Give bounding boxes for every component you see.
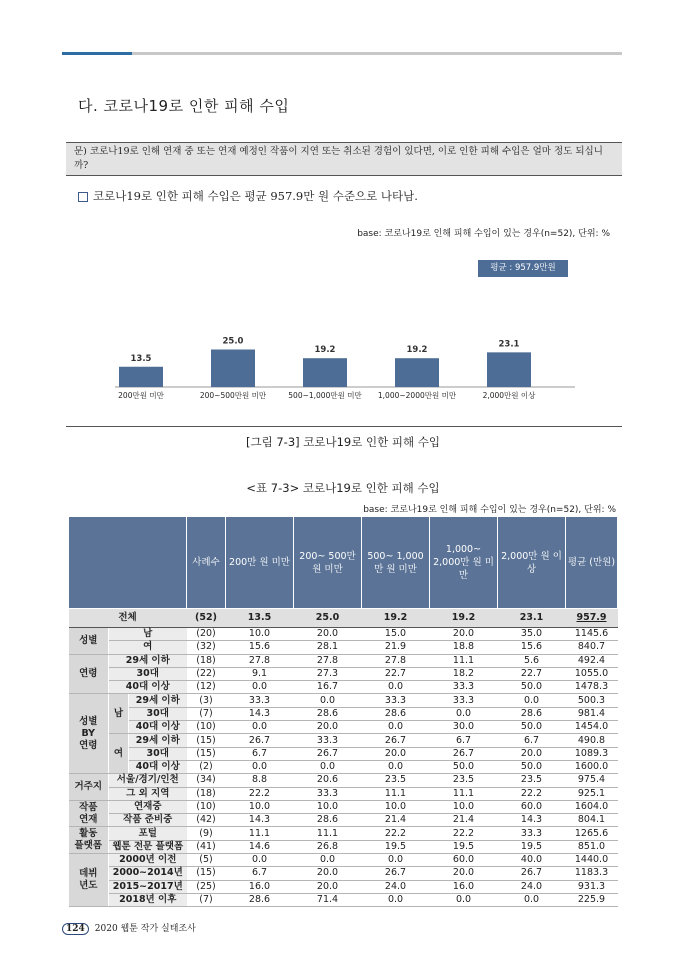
cell: 71.4	[294, 893, 362, 906]
cell: 16.0	[430, 880, 498, 893]
footer-title: 2020 웹툰 작가 실태조사	[94, 924, 196, 934]
cell: 0.0	[362, 760, 430, 773]
header-col-2: 200~ 500만 원 미만	[294, 517, 362, 609]
row-n: (22)	[187, 667, 226, 680]
group-label-part: 데뷔	[79, 868, 98, 880]
table-row	[69, 774, 618, 787]
table-row-total	[69, 609, 618, 628]
figure-caption: [그림 7-3] 코로나19로 인한 피해 수입	[246, 435, 440, 449]
cell: 14.3	[226, 707, 294, 720]
header-n: 사례수	[187, 517, 226, 609]
row-label: 30대	[129, 707, 187, 720]
cell: 22.2	[498, 787, 566, 800]
group-label-part: 성별	[79, 715, 98, 727]
cell: 19.2	[362, 609, 430, 628]
bar-2	[303, 358, 347, 387]
cell: 0.0	[294, 854, 362, 867]
cell: 22.2	[430, 827, 498, 840]
cell: 1440.0	[566, 854, 618, 867]
cell: 975.4	[566, 774, 618, 787]
cell: 30.0	[430, 721, 498, 734]
cell: 0.0	[294, 694, 362, 707]
row-n: (41)	[187, 840, 226, 853]
cell: 28.6	[362, 707, 430, 720]
cell: 35.0	[498, 628, 566, 641]
summary-text: 코로나19로 인한 피해 수입은 평균 957.9만 원 수준으로 나타남.	[93, 189, 418, 203]
page-number: 124	[62, 923, 89, 935]
bar-value-label: 19.2	[406, 345, 428, 356]
bar-0	[119, 367, 163, 387]
cell: 22.7	[498, 667, 566, 680]
table-row	[69, 787, 618, 800]
table-row	[69, 721, 618, 734]
cell: 22.2	[362, 827, 430, 840]
category-label: 200만원 미만	[118, 391, 164, 400]
row-label: 2000년 이전	[109, 854, 187, 867]
cell: 21.9	[362, 641, 430, 654]
group-label-part: BY	[81, 727, 96, 739]
cell: 33.3	[226, 694, 294, 707]
section-title: 다. 코로나19로 인한 피해 수입	[78, 97, 290, 115]
cell: 19.5	[498, 840, 566, 853]
cell: 0.0	[362, 854, 430, 867]
row-n: (52)	[187, 609, 226, 628]
cell: 21.4	[430, 814, 498, 827]
cell: 20.0	[294, 880, 362, 893]
cell: 26.7	[362, 734, 430, 747]
cell: 20.0	[498, 747, 566, 760]
summary-bullet	[78, 188, 418, 204]
cell: 10.0	[226, 628, 294, 641]
cell: 27.8	[226, 654, 294, 667]
cell: 22.2	[226, 787, 294, 800]
row-n: (7)	[187, 707, 226, 720]
cell: 26.7	[294, 747, 362, 760]
subgroup-label: 남	[109, 694, 129, 734]
cell: 500.3	[566, 694, 618, 707]
header-col-1: 200만 원 미만	[226, 517, 294, 609]
cell: 0.0	[430, 707, 498, 720]
cell: 16.7	[294, 681, 362, 694]
cell: 26.7	[498, 867, 566, 880]
cell: 20.6	[294, 774, 362, 787]
cell: 60.0	[498, 800, 566, 813]
cell: 1478.3	[566, 681, 618, 694]
group-label	[69, 827, 109, 854]
category-label: 1,000~2000만원 미만	[377, 391, 457, 400]
cell: 0.0	[498, 893, 566, 906]
row-n: (15)	[187, 734, 226, 747]
header-col-5: 2,000만 원 이상	[498, 517, 566, 609]
chart-base-note: base: 코로나19로 인해 피해 수입이 있는 경우(n=52), 단위: %	[357, 229, 610, 239]
cell: 1265.6	[566, 827, 618, 840]
damage-income-table	[68, 516, 618, 907]
row-label: 서울/경기/인천	[109, 774, 187, 787]
table-row	[69, 760, 618, 773]
cell: 492.4	[566, 654, 618, 667]
row-label: 웹툰 전문 플랫폼	[109, 840, 187, 853]
bar-chart	[115, 330, 575, 405]
cell: 33.3	[362, 694, 430, 707]
row-label: 40대 이상	[129, 721, 187, 734]
cell: 840.7	[566, 641, 618, 654]
group-label	[69, 694, 109, 774]
cell: 20.0	[294, 721, 362, 734]
cell: 28.6	[226, 893, 294, 906]
cell: 20.0	[430, 867, 498, 880]
top-rule	[62, 52, 622, 55]
cell: 28.6	[294, 814, 362, 827]
row-label: 29세 이하	[129, 734, 187, 747]
table-row	[69, 893, 618, 906]
cell: 10.0	[226, 800, 294, 813]
cell: 13.5	[226, 609, 294, 628]
cell: 1055.0	[566, 667, 618, 680]
cell: 24.0	[498, 880, 566, 893]
cell: 6.7	[498, 734, 566, 747]
cell: 25.0	[294, 609, 362, 628]
table-row	[69, 800, 618, 813]
cell: 0.0	[498, 694, 566, 707]
table-row	[69, 667, 618, 680]
row-label: 29세 이하	[109, 654, 187, 667]
group-label-part: 플랫폼	[74, 840, 103, 852]
cell: 0.0	[430, 893, 498, 906]
cell: 1089.3	[566, 747, 618, 760]
table-row	[69, 747, 618, 760]
row-label: 그 외 지역	[109, 787, 187, 800]
cell: 6.7	[430, 734, 498, 747]
cell: 15.6	[226, 641, 294, 654]
row-label: 2018년 이후	[109, 893, 187, 906]
row-n: (3)	[187, 694, 226, 707]
cell: 0.0	[294, 760, 362, 773]
row-n: (5)	[187, 854, 226, 867]
cell: 14.3	[498, 814, 566, 827]
cell: 1183.3	[566, 867, 618, 880]
group-label-part: 연재	[79, 813, 98, 825]
cell: 931.3	[566, 880, 618, 893]
figure-divider	[66, 426, 622, 427]
cell: 18.2	[430, 667, 498, 680]
table-row	[69, 814, 618, 827]
cell: 33.3	[430, 694, 498, 707]
cell: 925.1	[566, 787, 618, 800]
cell: 1600.0	[566, 760, 618, 773]
cell: 20.0	[430, 628, 498, 641]
question-box: 문) 코로나19로 인해 연재 중 또는 연재 예정인 작품이 지연 또는 취소된 경험이 있다면, 이로 인한 피해 수입은 얼마 정도 되십니까?	[66, 142, 622, 176]
cell: 50.0	[430, 760, 498, 773]
cell: 11.1	[430, 787, 498, 800]
row-label: 40대 이상	[129, 760, 187, 773]
bar-value-label: 13.5	[130, 353, 152, 364]
cell: 23.1	[498, 609, 566, 628]
table-row	[69, 654, 618, 667]
cell: 22.7	[362, 667, 430, 680]
row-label: 30대	[109, 667, 187, 680]
cell: 1604.0	[566, 800, 618, 813]
cell: 40.0	[498, 854, 566, 867]
row-n: (42)	[187, 814, 226, 827]
category-label: 2,000만원 이상	[482, 391, 536, 400]
cell: 16.0	[226, 880, 294, 893]
cell: 33.3	[294, 787, 362, 800]
group-label-part: 활동	[79, 828, 98, 840]
header-col-3: 500~ 1,000만 원 미만	[362, 517, 430, 609]
cell: 20.0	[362, 747, 430, 760]
bar-4	[487, 352, 531, 387]
table-row	[69, 840, 618, 853]
cell: 225.9	[566, 893, 618, 906]
square-bullet-icon	[78, 192, 88, 202]
row-n: (10)	[187, 721, 226, 734]
cell: 11.1	[362, 787, 430, 800]
average-badge: 평균 : 957.9만원	[478, 260, 568, 277]
cell: 0.0	[226, 854, 294, 867]
cell: 0.0	[362, 681, 430, 694]
row-label: 2015~2017년	[109, 880, 187, 893]
cell: 28.6	[498, 707, 566, 720]
row-n: (25)	[187, 880, 226, 893]
group-label-part: 연령	[79, 739, 98, 751]
row-label: 2000~2014년	[109, 867, 187, 880]
table-row	[69, 707, 618, 720]
cell: 27.8	[294, 654, 362, 667]
table-row	[69, 628, 618, 641]
cell: 27.3	[294, 667, 362, 680]
table-row	[69, 827, 618, 840]
cell: 0.0	[362, 721, 430, 734]
row-n: (10)	[187, 800, 226, 813]
row-n: (2)	[187, 760, 226, 773]
row-label: 30대	[129, 747, 187, 760]
table-row	[69, 694, 618, 707]
row-n: (18)	[187, 654, 226, 667]
cell: 11.1	[430, 654, 498, 667]
bar-value-label: 19.2	[314, 345, 336, 356]
cell: 1145.6	[566, 628, 618, 641]
cell: 23.5	[498, 774, 566, 787]
row-n: (32)	[187, 641, 226, 654]
row-label: 남	[109, 628, 187, 641]
cell: 23.5	[362, 774, 430, 787]
header-blank	[69, 517, 187, 609]
cell: 14.3	[226, 814, 294, 827]
cell: 11.1	[294, 827, 362, 840]
row-n: (15)	[187, 747, 226, 760]
cell: 50.0	[498, 760, 566, 773]
cell: 19.5	[430, 840, 498, 853]
row-label: 작품 준비중	[109, 814, 187, 827]
table-row	[69, 734, 618, 747]
cell: 8.8	[226, 774, 294, 787]
row-n: (20)	[187, 628, 226, 641]
row-n: (15)	[187, 867, 226, 880]
cell: 10.0	[294, 800, 362, 813]
header-avg: 평균 (만원)	[566, 517, 618, 609]
subgroup-label: 여	[109, 734, 129, 774]
cell: 21.4	[362, 814, 430, 827]
table-row	[69, 854, 618, 867]
cell: 50.0	[498, 681, 566, 694]
row-label: 연재중	[109, 800, 187, 813]
cell: 18.8	[430, 641, 498, 654]
row-n: (34)	[187, 774, 226, 787]
cell: 28.6	[294, 707, 362, 720]
group-label	[69, 800, 109, 827]
bar-1	[211, 350, 255, 388]
bar-3	[395, 358, 439, 387]
cell: 33.3	[294, 734, 362, 747]
cell: 33.3	[498, 827, 566, 840]
cell: 10.0	[362, 800, 430, 813]
row-n: (12)	[187, 681, 226, 694]
group-label: 거주지	[69, 774, 109, 801]
cell: 957.9	[566, 609, 618, 628]
top-rule-accent	[62, 52, 132, 55]
cell: 6.7	[226, 747, 294, 760]
cell: 33.3	[430, 681, 498, 694]
category-label: 500~1,000만원 미만	[288, 391, 362, 400]
row-label: 여	[109, 641, 187, 654]
header-col-4: 1,000~ 2,000만 원 미만	[430, 517, 498, 609]
cell: 490.8	[566, 734, 618, 747]
table-row	[69, 867, 618, 880]
table-row	[69, 641, 618, 654]
cell: 0.0	[362, 893, 430, 906]
cell: 26.8	[294, 840, 362, 853]
row-label: 전체	[69, 609, 187, 628]
row-n: (9)	[187, 827, 226, 840]
cell: 28.1	[294, 641, 362, 654]
cell: 15.6	[498, 641, 566, 654]
row-label: 포털	[109, 827, 187, 840]
table-row	[69, 880, 618, 893]
cell: 14.6	[226, 840, 294, 853]
table-base-note: base: 코로나19로 인해 피해 수입이 있는 경우(n=52), 단위: %	[363, 505, 616, 515]
cell: 981.4	[566, 707, 618, 720]
group-label: 연령	[69, 654, 109, 694]
group-label	[69, 854, 109, 907]
cell: 0.0	[226, 760, 294, 773]
cell: 0.0	[226, 721, 294, 734]
cell: 60.0	[430, 854, 498, 867]
cell: 10.0	[430, 800, 498, 813]
cell: 851.0	[566, 840, 618, 853]
cell: 1454.0	[566, 721, 618, 734]
row-label: 29세 이하	[129, 694, 187, 707]
group-label-part: 년도	[79, 880, 98, 892]
cell: 26.7	[362, 867, 430, 880]
cell: 6.7	[226, 867, 294, 880]
bar-value-label: 23.1	[498, 339, 520, 350]
cell: 50.0	[498, 721, 566, 734]
cell: 5.6	[498, 654, 566, 667]
group-label: 성별	[69, 628, 109, 655]
cell: 0.0	[226, 681, 294, 694]
cell: 20.0	[294, 628, 362, 641]
cell: 23.5	[430, 774, 498, 787]
cell: 26.7	[430, 747, 498, 760]
cell: 24.0	[362, 880, 430, 893]
category-label: 200~500만원 미만	[199, 391, 267, 400]
cell: 9.1	[226, 667, 294, 680]
cell: 27.8	[362, 654, 430, 667]
group-label-part: 작품	[79, 801, 98, 813]
row-n: (7)	[187, 893, 226, 906]
cell: 15.0	[362, 628, 430, 641]
bar-value-label: 25.0	[222, 336, 244, 347]
cell: 19.5	[362, 840, 430, 853]
row-n: (18)	[187, 787, 226, 800]
cell: 20.0	[294, 867, 362, 880]
cell: 19.2	[430, 609, 498, 628]
cell: 804.1	[566, 814, 618, 827]
cell: 11.1	[226, 827, 294, 840]
table-caption: <표 7-3> 코로나19로 인한 피해 수입	[246, 481, 440, 495]
cell: 26.7	[226, 734, 294, 747]
row-label: 40대 이상	[109, 681, 187, 694]
table-row	[69, 681, 618, 694]
page-footer	[62, 921, 196, 935]
